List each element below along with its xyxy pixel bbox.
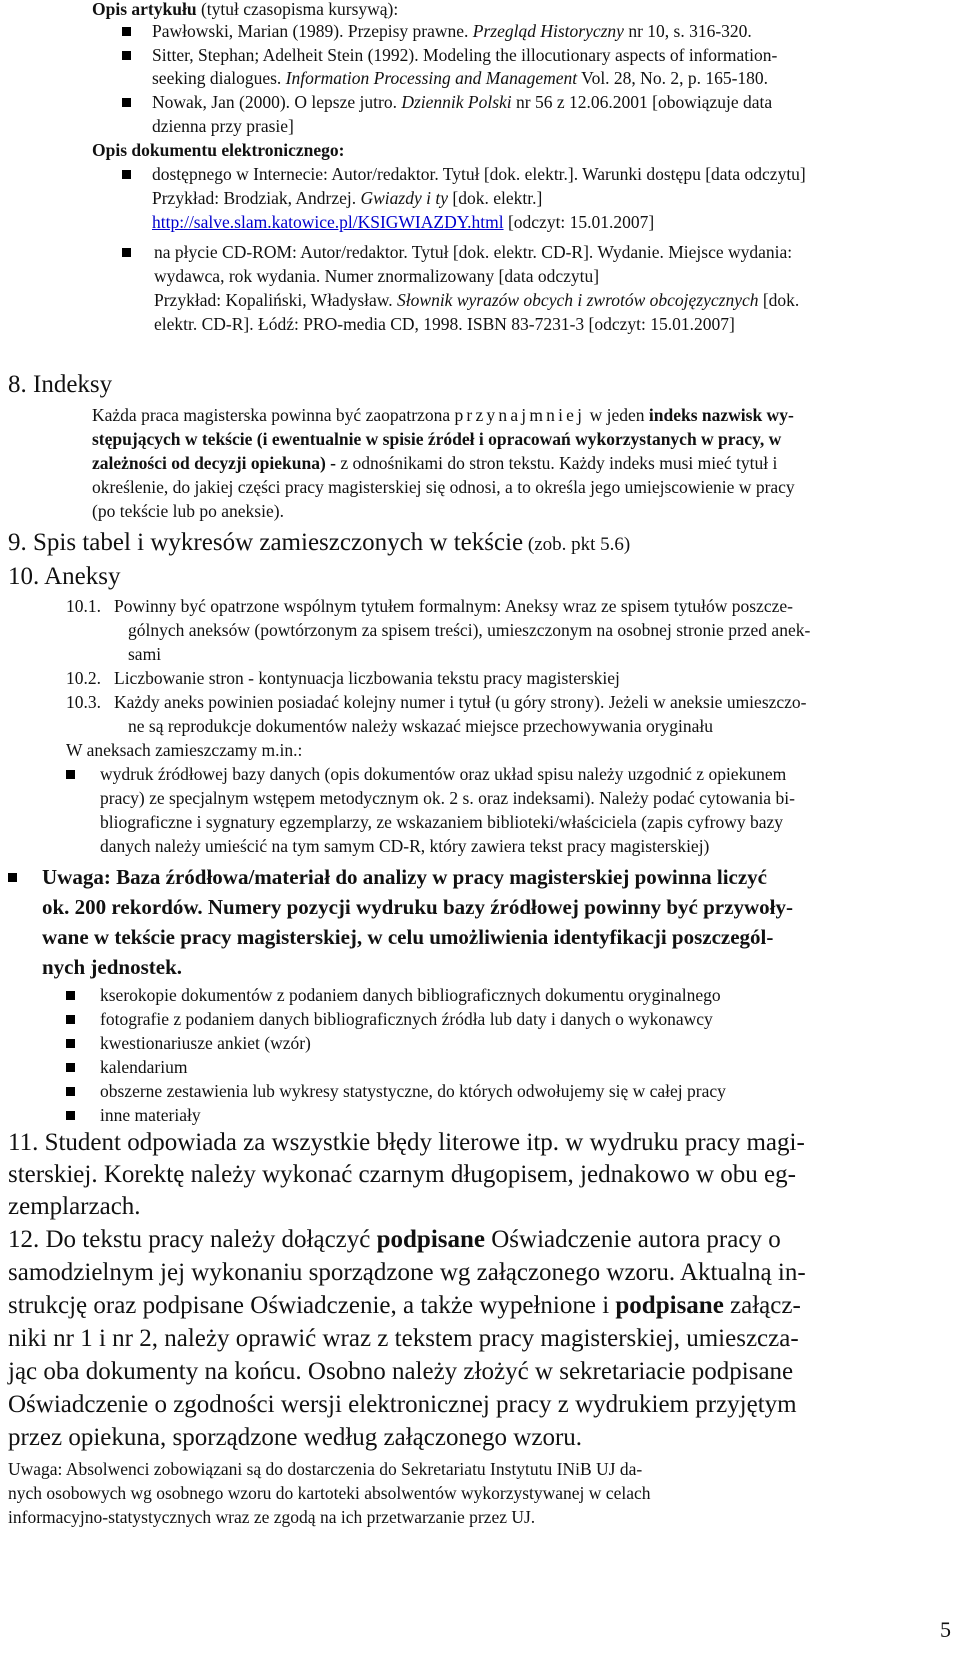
section-8-line3: zależności od decyzji opiekuna) - z odnośnikami do stron tekstu. Każdy indeks musi mieć tytuł i — [92, 453, 778, 473]
article-example-1: Pawłowski, Marian (1989). Przepisy prawne. Przegląd Historyczny nr 10, s. 316-320. — [152, 21, 752, 41]
database-warning-line1: Uwaga: Baza źródłowa/materiał do analizy w pracy magisterskiej powinna liczyć — [42, 865, 767, 889]
section-12-line1: 12. Do tekstu pracy należy dołączyć podpisane Oświadczenie autora pracy o — [8, 1226, 781, 1253]
annex-rule-2-line1: Liczbowanie stron - kontynuacja liczbowania tekstu pracy magisterskiej — [114, 668, 620, 688]
graduate-note-line2: nych osobowych wg osobnego wzoru do kartoteki absolwentów wykorzystywanej w celach — [8, 1483, 651, 1503]
annex-contents-intro: W aneksach zamieszczamy m.in.: — [66, 740, 303, 760]
annex-printout-line1: wydruk źródłowej bazy danych (opis dokumentów oraz układ spisu należy uzgodnić z opiekunem — [100, 764, 787, 784]
annex-item: fotografie z podaniem danych bibliograficznych źródła lub daty i danych o wykonawcy — [100, 1009, 713, 1029]
section-12-line3: strukcję oraz podpisane Oświadczenie, a także wypełnione i podpisane załącz- — [8, 1292, 801, 1319]
section-12-line7: przez opiekuna, sporządzone według załączonego wzoru. — [8, 1424, 583, 1451]
database-warning-line3: wane w tekście pracy magisterskiej, w celu umożliwienia identyfikacji poszczegól- — [42, 925, 774, 949]
internet-citation-line1: dostępnego w Internecie: Autor/redaktor. Tytuł [dok. elektr.]. Warunki dostępu [data odczytu] — [152, 164, 806, 184]
example-link[interactable]: http://salve.slam.katowice.pl/KSIGWIAZDY.html — [152, 212, 504, 232]
bullet-icon — [66, 991, 75, 1000]
electronic-citation-heading: Opis dokumentu elektronicznego: — [92, 140, 345, 160]
section-8-line2: stępujących w tekście (i ewentualnie w spisie źródeł i opracowań wykorzystanych w pracy, w — [92, 429, 782, 449]
section-8-line1: Każda praca magisterska powinna być zaopatrzona przynajmniej w jeden indeks nazwisk wy- — [92, 405, 794, 425]
graduate-note-line3: informacyjno-statystycznych wraz ze zgodą na ich przetwarzanie przez UJ. — [8, 1507, 536, 1527]
graduate-note-line1: Uwaga: Absolwenci zobowiązani są do dostarczenia do Sekretariatu Instytutu INiB UJ da- — [8, 1459, 643, 1479]
bullet-icon — [122, 170, 131, 179]
item-number: 10.1. — [66, 596, 101, 616]
bullet-icon — [66, 1063, 75, 1072]
section-8-line4: określenie, do jakiej części pracy magisterskiej się odnosi, a to określa jego umiejscowienie w pracy — [92, 477, 795, 497]
article-example-3-line2: dzienna przy prasie] — [152, 116, 294, 136]
section-11-line1: 11. Student odpowiada za wszystkie błędy literowe itp. w wydruku pracy magi- — [8, 1129, 805, 1156]
section-9-heading: 9. Spis tabel i wykresów zamieszczonych w tekście (zob. pkt 5.6) — [8, 529, 631, 556]
annex-printout-line4: danych należy umieścić na tym samym CD-R, który zawiera tekst pracy magisterskiej) — [100, 836, 710, 856]
annex-rule-3-line1: Każdy aneks powinien posiadać kolejny numer i tytuł (u góry strony). Jeżeli w aneksie umieszczo- — [114, 692, 807, 712]
cd-citation-line1: na płycie CD-ROM: Autor/redaktor. Tytuł [dok. elektr. CD-R]. Wydanie. Miejsce wydania: — [154, 242, 793, 262]
section-10-heading: 10. Aneksy — [8, 563, 121, 590]
annex-rule-1-line2: gólnych aneksów (powtórzonym za spisem treści), umieszczonym na osobnej stronie przed anek- — [128, 620, 811, 640]
bullet-icon — [66, 1015, 75, 1024]
page-number: 5 — [940, 1617, 951, 1642]
section-8-line5: (po tekście lub po aneksie). — [92, 501, 284, 521]
article-example-2-line1: Sitter, Stephan; Adelheit Stein (1992). Modeling the illocutionary aspects of information- — [152, 45, 778, 65]
bullet-icon — [66, 1039, 75, 1048]
database-warning-line4: nych jednostek. — [42, 955, 183, 979]
item-number: 10.2. — [66, 668, 101, 688]
annex-item: inne materiały — [100, 1105, 201, 1125]
bullet-icon — [122, 51, 131, 60]
annex-rule-1-line1: Powinny być opatrzone wspólnym tytułem formalnym: Aneksy wraz ze spisem tytułów poszcze- — [114, 596, 793, 616]
bullet-icon — [122, 98, 131, 107]
bullet-icon — [122, 248, 131, 257]
annex-rule-1-line3: sami — [128, 644, 162, 664]
cd-citation-line3: Przykład: Kopaliński, Władysław. Słownik wyrazów obcych i zwrotów obcojęzycznych [dok. — [154, 290, 800, 310]
bullet-icon — [66, 1111, 75, 1120]
bullet-icon — [66, 1087, 75, 1096]
annex-rule-3-line2: ne są reprodukcje dokumentów należy wskazać miejsce przechowywania oryginału — [128, 716, 714, 736]
annex-item: kserokopie dokumentów z podaniem danych bibliograficznych dokumentu oryginalnego — [100, 985, 721, 1005]
section-8-heading: 8. Indeksy — [8, 371, 113, 398]
section-12-line4: niki nr 1 i nr 2, należy oprawić wraz z tekstem pracy magisterskiej, umieszcza- — [8, 1325, 799, 1352]
bullet-icon — [122, 27, 131, 36]
section-11-line3: zemplarzach. — [8, 1193, 141, 1220]
section-12-line5: jąc oba dokumenty na końcu. Osobno należy złożyć w sekretariacie podpisane — [8, 1358, 794, 1385]
annex-item: obszerne zestawienia lub wykresy statystyczne, do których odwołujemy się w całej pracy — [100, 1081, 726, 1101]
cd-citation-line2: wydawca, rok wydania. Numer znormalizowany [data odczytu] — [154, 266, 600, 286]
annex-item: kwestionariusze ankiet (wzór) — [100, 1033, 311, 1053]
bullet-icon — [66, 770, 75, 779]
article-example-2-line2: seeking dialogues. Information Processing and Management Vol. 28, No. 2, p. 165-180. — [152, 68, 769, 88]
section-12-line6: Oświadczenie o zgodności wersji elektronicznej pracy z wydrukiem przyjętym — [8, 1391, 797, 1418]
internet-citation-line3: http://salve.slam.katowice.pl/KSIGWIAZDY.html [odczyt: 15.01.2007] — [152, 212, 655, 232]
item-number: 10.3. — [66, 692, 101, 712]
database-warning-line2: ok. 200 rekordów. Numery pozycji wydruku bazy źródłowej powinny być przywoły- — [42, 895, 793, 919]
annex-item: kalendarium — [100, 1057, 188, 1077]
annex-printout-line3: bliograficzne i sygnatury egzemplarzy, ze wskazaniem biblioteki/właściciela (zapis cyfrowy bazy — [100, 812, 784, 832]
article-citation-heading: Opis artykułu (tytuł czasopisma kursywą): — [92, 0, 399, 19]
section-12-line2: samodzielnym jej wykonaniu sporządzone wg załączonego wzoru. Aktualną in- — [8, 1259, 806, 1286]
cd-citation-line4: elektr. CD-R]. Łódź: PRO-media CD, 1998. ISBN 83-7231-3 [odczyt: 15.01.2007] — [154, 314, 735, 334]
annex-printout-line2: pracy) ze specjalnym wstępem metodycznym ok. 2 s. oraz indeksami). Należy podać cytowania bi- — [100, 788, 795, 808]
bullet-icon — [8, 873, 17, 882]
article-example-3-line1: Nowak, Jan (2000). O lepsze jutro. Dziennik Polski nr 56 z 12.06.2001 [obowiązuje data — [152, 92, 773, 112]
section-11-line2: sterskiej. Korektę należy wykonać czarnym długopisem, jednakowo w obu eg- — [8, 1161, 796, 1188]
internet-citation-line2: Przykład: Brodziak, Andrzej. Gwiazdy i ty [dok. elektr.] — [152, 188, 543, 208]
